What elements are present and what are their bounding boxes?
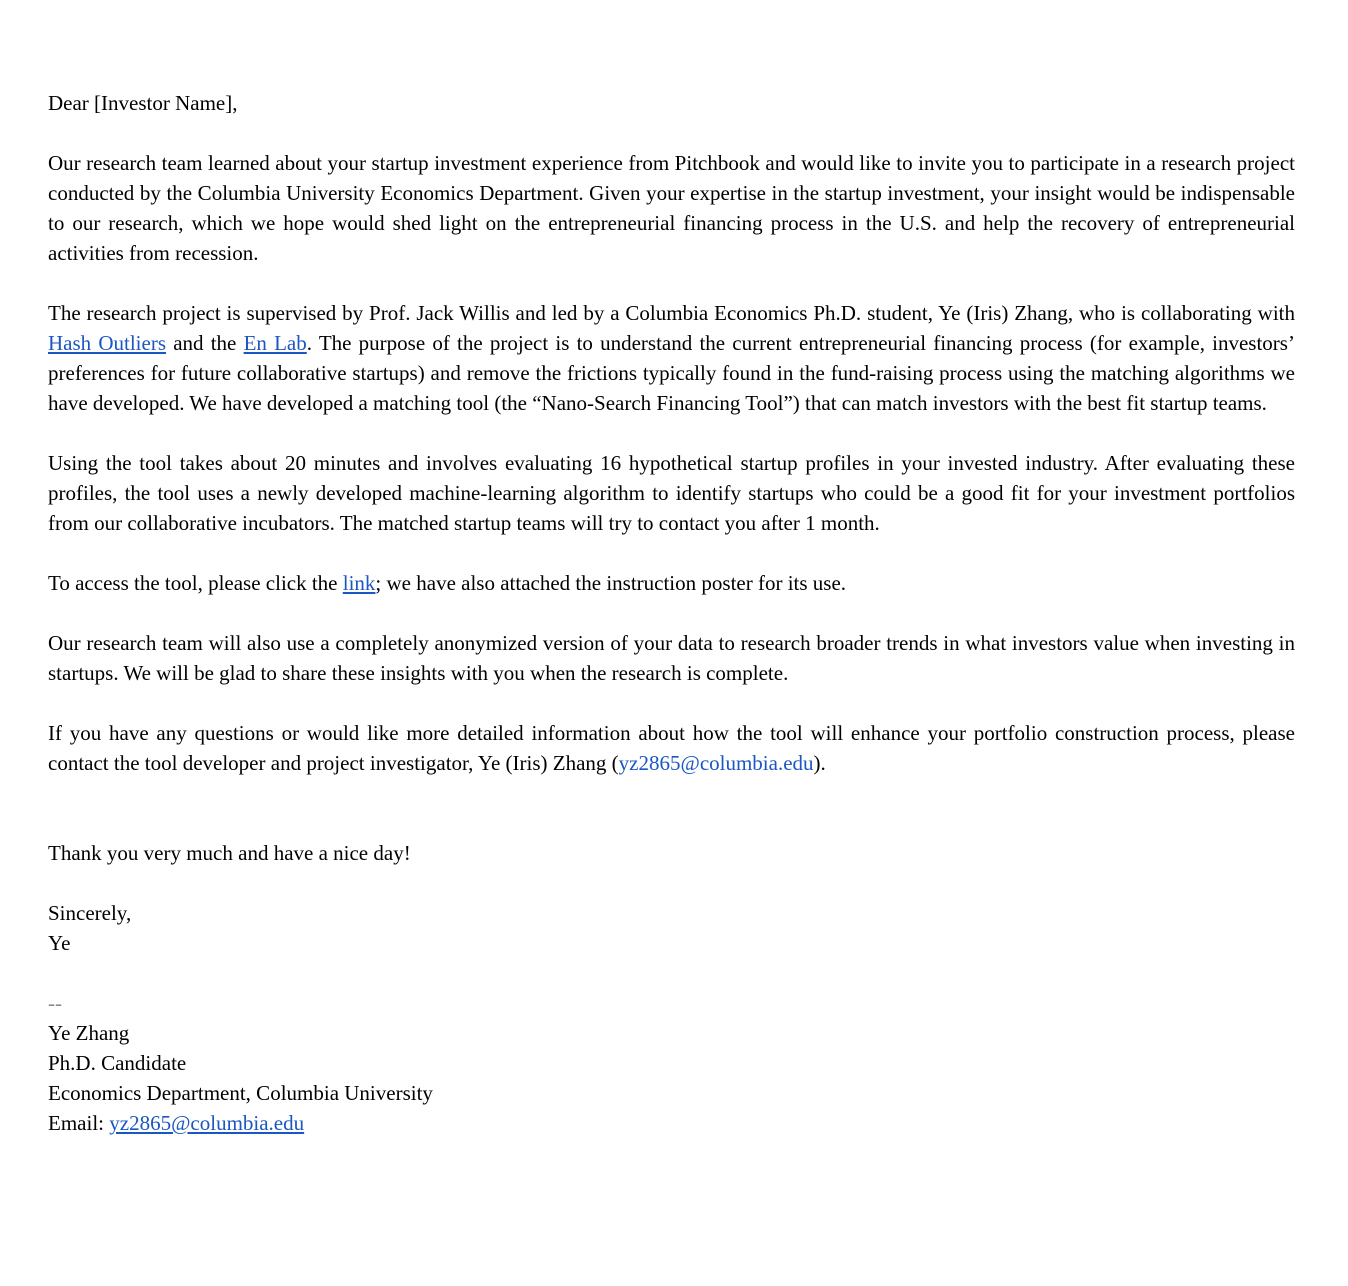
signature-email-label: Email: xyxy=(48,1111,110,1135)
en-lab-link[interactable]: En Lab xyxy=(243,331,307,355)
paragraph-project xyxy=(48,298,1295,418)
paragraph-access-text-2: ; we have also attached the instruction poster for its use. xyxy=(375,571,847,595)
tool-link[interactable]: link xyxy=(342,571,376,595)
signature-affiliation: Economics Department, Columbia University xyxy=(48,1081,433,1105)
paragraph-tool-usage: Using the tool takes about 20 minutes and involves evaluating 16 hypothetical startup profiles in your invested industry. After evaluating these profiles, the tool uses a newly developed machine-learning algorithm to identify startups who could be a good fit for your investment portfolios from our collaborative incubators. The matched startup teams will try to contact you after 1 month. xyxy=(48,451,1295,535)
signature-email-line xyxy=(48,1108,1295,1138)
paragraph-contact xyxy=(48,718,1295,778)
paragraph-project-text-2: and the xyxy=(166,331,244,355)
signature-separator: -- xyxy=(48,991,62,1015)
hash-outliers-link[interactable]: Hash Outliers xyxy=(48,331,167,355)
closing-block xyxy=(48,898,1295,958)
paragraph-contact-text-2: ). xyxy=(813,751,826,775)
email-body xyxy=(48,88,1295,1138)
paragraph-invitation: Our research team learned about your startup investment experience from Pitchbook and would like to invite you to participate in a research project conducted by the Columbia University Economics Department. Given your expertise in the startup investment, your insight would be indispensable to our research, which we hope would shed light on the entrepreneurial financing process in the U.S. and help the recovery of entrepreneurial activities from recession. xyxy=(48,151,1295,265)
signature-title: Ph.D. Candidate xyxy=(48,1051,187,1075)
contact-email[interactable]: yz2865@columbia.edu xyxy=(618,751,814,775)
signature-email-link[interactable]: yz2865@columbia.edu xyxy=(109,1111,305,1135)
greeting: Dear [Investor Name], xyxy=(48,91,238,115)
paragraph-project-text-1: The research project is supervised by Prof. Jack Willis and led by a Columbia Economics Ph.D. student, Ye (Iris) Zhang, who is collaborating with xyxy=(48,301,1295,325)
short-name: Ye xyxy=(48,931,71,955)
signature-name: Ye Zhang xyxy=(48,1021,130,1045)
thanks-line: Thank you very much and have a nice day! xyxy=(48,841,411,865)
paragraph-project-text-3: . The purpose of the project is to understand the current entrepreneurial financing process (for example, investors’ preferences for future collaborative startups) and remove the frictions typically found in the fund-raising process using the matching algorithms we have developed. We have developed a matching tool (the “Nano-Search Financing Tool”) that can match investors with the best fit startup teams. xyxy=(48,331,1295,415)
paragraph-contact-text-1: If you have any questions or would like more detailed information about how the tool will enhance your portfolio construction process, please contact the tool developer and project investigator, Ye (Iris) Zhang ( xyxy=(48,721,1295,775)
signature-block xyxy=(48,988,1295,1138)
paragraph-access-text-1: To access the tool, please click the xyxy=(48,571,343,595)
paragraph-access xyxy=(48,568,1295,598)
closing: Sincerely, xyxy=(48,901,132,925)
paragraph-data-use: Our research team will also use a completely anonymized version of your data to research broader trends in what investors value when investing in startups. We will be glad to share these insights with you when the research is complete. xyxy=(48,631,1295,685)
